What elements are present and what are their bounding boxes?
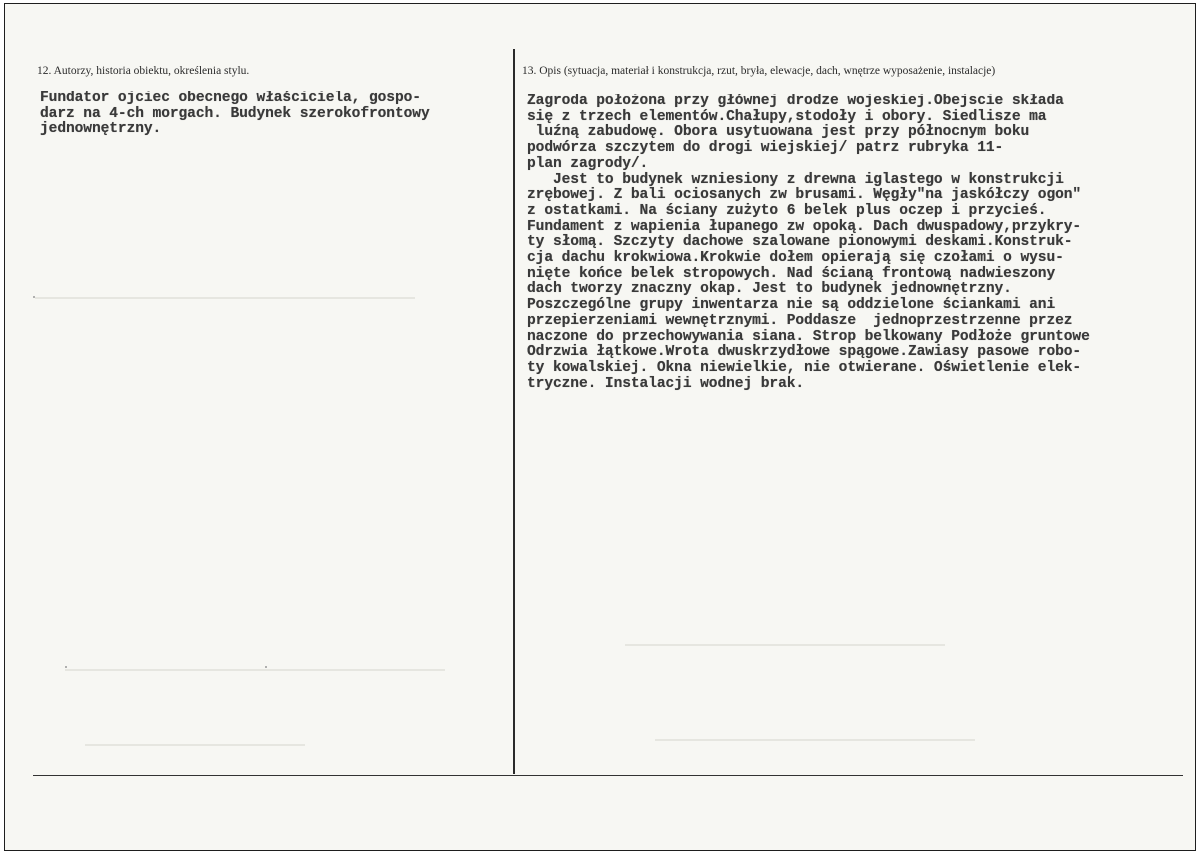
bleed-through-line xyxy=(85,744,305,746)
typed-line: Zagroda położona przy głównej drodze wojeskiej.Obejscie składa xyxy=(527,94,1064,109)
typed-line: jednownętrzny. xyxy=(40,121,162,138)
typed-line: cja dachu krokwiowa.Krokwie dołem opierają się czołami o wysu- xyxy=(527,250,1064,267)
typed-line: dach tworzy znaczny okap. Jest to budynek jednownętrzny. xyxy=(527,281,1012,298)
paper-speck xyxy=(65,666,67,668)
typed-line: plan zagrody/. xyxy=(527,155,649,172)
section-13-label: 13. Opis (sytuacja, materiał i konstrukcja, rzut, bryła, elewacje, dach, wnętrze wyposażenie, instalacje) xyxy=(522,65,996,77)
typed-line: z ostatkami. Na ściany zużyto 6 belek plus oczep i przycieś. xyxy=(527,202,1047,219)
typed-line: darz na 4-ch morgach. Budynek szerokofrontowy xyxy=(40,105,430,122)
typed-line: luźną zabudowę. Obora usytuowana jest przy północnym boku xyxy=(527,124,1030,141)
typed-line: Jest to budynek wzniesiony z drewna iglastego w konstrukcji xyxy=(527,171,1064,188)
typed-line: przepierzeniami wewnętrznymi. Poddasze jednoprzestrzenne przez xyxy=(527,312,1073,329)
typed-line: Poszczególne grupy inwentarza nie są oddzielone ściankami ani xyxy=(527,297,1056,314)
typed-line: ty kowalskiej. Okna niewielkie, nie otwierane. Oświetlenie elek- xyxy=(527,359,1082,376)
typed-line: się z trzech elementów.Chałupy,stodoły i obory. Siedlisze ma xyxy=(527,108,1047,125)
bleed-through-line xyxy=(65,669,445,671)
paper-speck xyxy=(33,296,35,298)
section-13-text xyxy=(527,94,1199,392)
typed-line: ty słomą. Szczyty dachowe szalowane pionowymi deskami.Konstruk- xyxy=(527,234,1073,251)
section-12-text xyxy=(40,91,510,138)
paper-speck xyxy=(265,666,267,668)
bleed-through-line xyxy=(625,644,945,646)
typed-line: Odrzwia łątkowe.Wrota dwuskrzydłowe spągowe.Zawiasy pasowe robo- xyxy=(527,344,1082,361)
typed-line: zrębowej. Z bali ociosanych zw brusami. Węgły"na jaskółczy ogon" xyxy=(527,187,1082,204)
bleed-through-line xyxy=(35,297,415,299)
typed-line: Fundament z wapienia łupanego zw opoką. Dach dwuspadowy,przykry- xyxy=(527,218,1082,235)
typed-line: naczone do przechowywania siana. Strop belkowany Podłoże gruntowe xyxy=(527,328,1090,345)
typed-line: nięte końce belek stropowych. Nad ścianą frontową nadwieszony xyxy=(527,265,1056,282)
typed-line: podwórza szczytem do drogi wiejskiej/ patrz rubryka 11- xyxy=(527,140,1004,157)
bleed-through-line xyxy=(655,739,975,741)
typed-line: Fundator ojciec obecnego właściciela, gospo- xyxy=(40,91,421,106)
section-12-label: 12. Autorzy, historia obiektu, określenia stylu. xyxy=(37,65,250,77)
typed-line: tryczne. Instalacji wodnej brak. xyxy=(527,375,805,392)
inventory-card xyxy=(4,3,1196,851)
column-divider xyxy=(513,49,515,774)
bottom-rule xyxy=(33,775,1183,776)
